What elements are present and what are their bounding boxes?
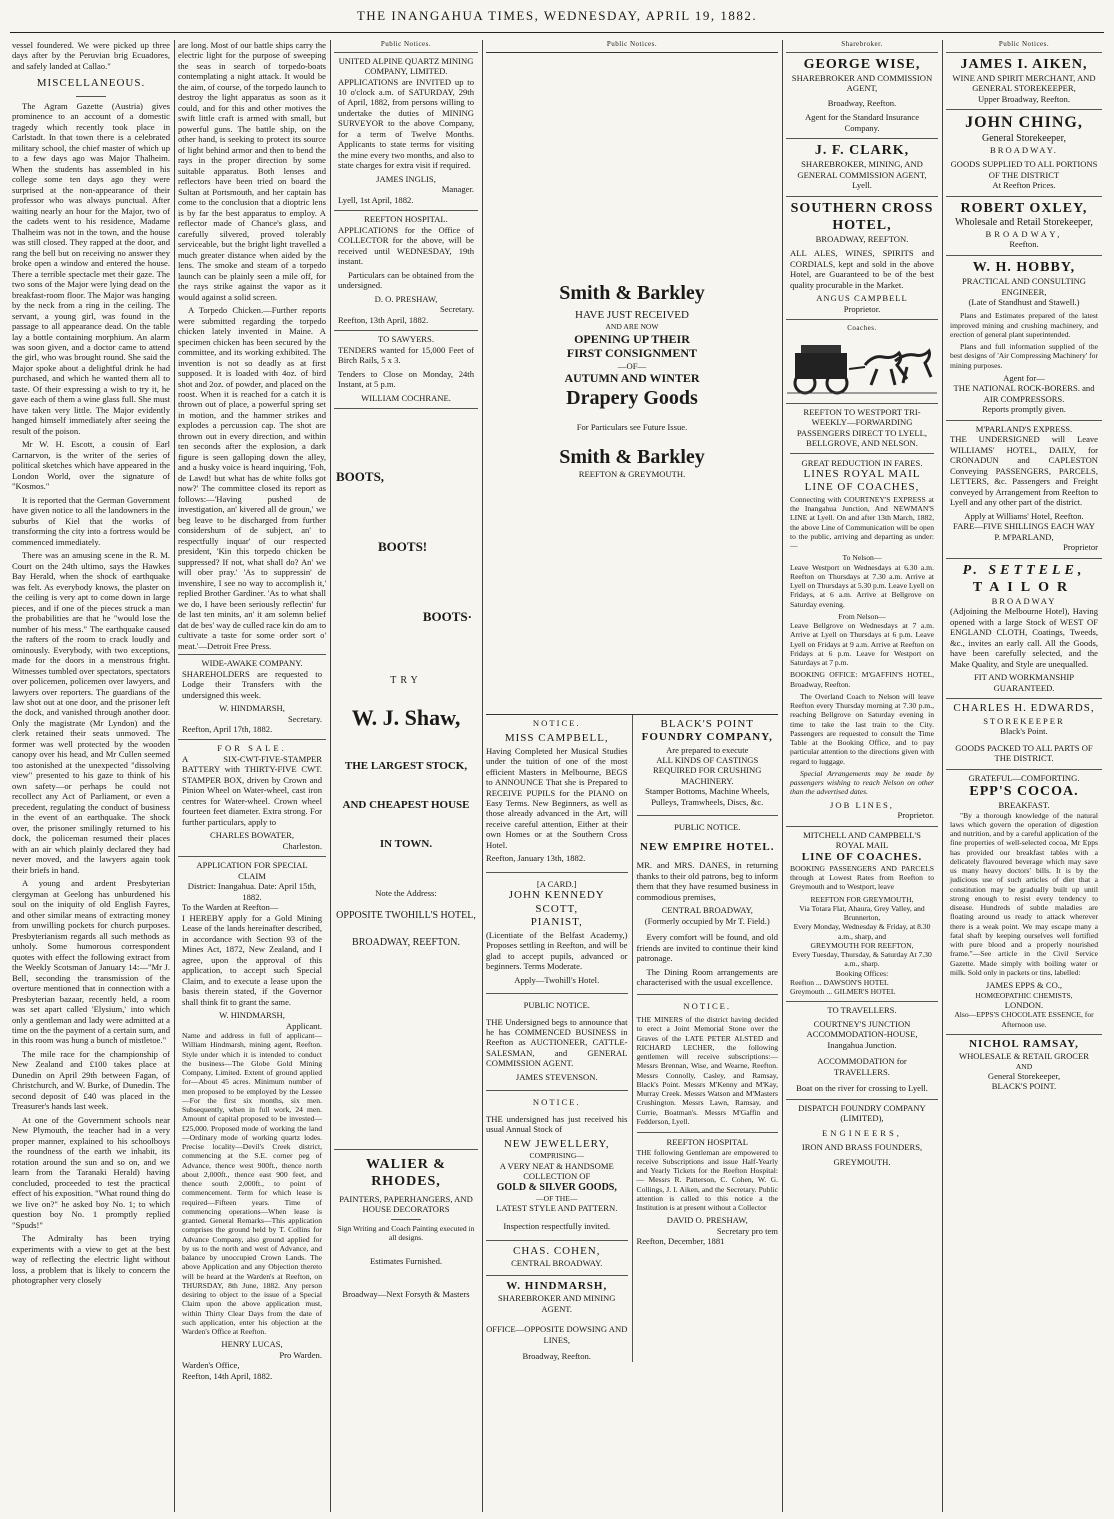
column-1	[12, 40, 170, 1512]
clark-ad: J. F. CLARK, SHAREBROKER, MINING, AND GENERAL COMMISSION AGENT, Lyell.	[786, 139, 938, 197]
notices-right: BLACK'S POINT FOUNDRY COMPANY, Are prepared to execute ALL KINDS OF CASTINGS REQUIRED FOR CRUSHING MACHINERY. Stamper Bottoms, Machine Wheels, Pulleys, Tramwheels, Discs, &c. PUBLIC NOTICE. NEW EMPIRE HOTEL. MR. and MRS. DANES, in returning thanks to their old patrons, beg to inform them that they have resumed business in commodious premises, CENTRAL BROADWAY, (Formerly occupied by Mr T. Field.) Every comfort will be found, and old friends are invited to continue their kind patronage. The Dining Room arrangements are characterised with the usual excellence. NOTICE. THE MINERS of the district having decided to erect a Joint Memorial Stone over the Graves of the LATE PETER ALSTED and RICHARD LECHER, the following gentlemen will receive subscriptions:— Messrs Brennan, Wise, and Wearne, Reefton. Messrs Connolly, Casley, and Ramsay, Black's Point. Messrs M'Kenny and M'Kay, Murray Creek. Messrs Watson and M'Masters Crushington. Messrs Lawn, Ramsay, and Currie, Boatman's. Messrs M'Gaffin and Fedderson, Lyell. REEFTON HOSPITAL THE following Gentleman are empowered to receive Subscriptions and issue Half-Yearly and Yearly Tickets for the Reefton Hospital:— Messrs R. Patterson, C. Cohen, W. G. Collings, J. I. Aiken, and the Secretary. Public attention is called to this notice a the Institution is at present without a Collector DAVID O. PRESHAW, Secretary pro tem Reefton, December, 1881	[636, 717, 778, 1247]
column-rule	[174, 40, 175, 1512]
column-2	[178, 40, 326, 1512]
hospital-notice: REEFTON HOSPITAL. APPLICATIONS for the Office of COLLECTOR for the above, will be received until WEDNESDAY, 19th instant. Particulars can be obtained from the undersigned. D. O. PRESHAW, Secretary. Reefton, 13th April, 1882.	[334, 211, 478, 331]
special-claim-notice: APPLICATION FOR SPECIAL CLAIM District: Inangahua. Date: April 15th, 1882. To the Warden at Reefton— I HEREBY apply for a Gold Mining Lease of the lands hereinafter described, in accordance with Section 93 of the Mines Act, 1872, New Zealand, and I agree, upon the approval of this application, to accept such Special Claim, and to execute a lease upon the basis therein stated, if the Governor shall think fit to grant the same. W. HINDMARSH, Applicant. Name and address in full of applicant—William Hindmarsh, mining agent, Reefton. Style under which it is intended to conduct the business—The Globe Gold Mining Company, Limited. Extent of ground applied for—About 45 acres. Minimum number of men proposed to be employed by the Lessee—For the first six months, six men. Subsequently, when in full work, 24 men. Amount of capital proposed to be invested—£25,000. Proposed mode of working the land—Ordinary mode of working quartz lodes. Precise locality—Devil's Creek district, commencing at the S.E. corner peg of Advance, thence west 900ft., thence north about 2,000ft., thence east 900 feet, and thence south 2,000ft., to point of commencement. Term for which lease is required—Fifteen years. Time of commencing operations—When lease is granted. General Remarks—This application comprises the ground held by T. Collins for Advance Company, also ground applied for by us to the north and west of Advance, and balance by unoccupied Crown Lands. The above Application and any Objection thereto will be heard at the Warden's at Reefton, on THURSDAY, 8th June, 1882. Any person desiring to object to the issue of a Special Claim upon the above application must, within Thirty Clear Days from the date of such application, enter his objection at the Warden's Office at Reefton. HENRY LUCAS, Pro Warden. Warden's Office, Reefton, 14th April, 1882.	[182, 860, 322, 1381]
masthead-rule	[10, 32, 1104, 33]
column-4	[486, 40, 778, 1512]
united-alpine-notice: UNITED ALPINE QUARTZ MINING COMPANY, LIMITED. APPLICATIONS are INVITED up to 10 o'clock a.m. of SATURDAY, 29th of April, 1882, from persons willing to undertake the duties of MINING SURVEYOR to the above Company, for a term of Twelve Months. Applicants to state terms for visiting the mine every two months, and also to state charges for extra visit if required. JAMES INGLIS, Manager. Lyell, 1st April, 1882.	[334, 52, 478, 212]
nichol-ramsay-ad: NICHOL RAMSAY, WHOLESALE & RETAIL GROCER AND General Storekeeper, BLACK'S POINT.	[958, 1037, 1090, 1092]
paragraph: It is reported that the German Government have given notice to all the landowners in the suburbs of Kiel that the works of transforming the city into a fortress would be commenced immediately.	[12, 494, 170, 547]
shaw-advertisement: BOOTS, BOOTS! BOOTS· TRY W. J. Shaw, THE LARGEST STOCK, AND CHEAPEST HOUSE IN TOWN. Note the Address: OPPOSITE TWOHILL'S HOTEL, BROADWAY, REEFTON.	[336, 469, 476, 948]
column-header: Public Notices.	[998, 40, 1050, 48]
column-3	[334, 40, 478, 1512]
miscellaneous-heading: MISCELLANEOUS.	[36, 77, 146, 90]
paragraph: There was an amusing scene in the R. M. Court on the 24th ultimo, says the Hawkes Bay Herald, when the shock of earthquake was felt. As everybody knows, the plaster on the ceiling is very apt to come down in large pieces, and if one of the pieces struck a man the probabilities are that he "would lose the number of his mess." The earthquake caused the rafters of the room to crack loudly and ominously. Everybody, with two exceptions, made for the doors in a menstrous fright. Witnesses tumbled over spectators, spectators over policemen, policemen over lawyers, and lawyers over reporters. The guardians of the law shot out at one door, and the prisoner left the dock, and vanished through another door. Only the magistrate (Mr Lyndon) and the clerk retained their seats unmoved. The former was well protected by the wooden canopy over his head, and Mr Cullen seemed too astonished at the unexpected "dissolving view" presented to his gaze to think of his own safety—or perhaps he could not recollect any Act of Parliament, or even a precedent, regulating the conduct of business in the event of an earthquake. The shock over, the prisoner smilingly returned to his dock, the policeman resumed their places with an air which plainly declared they had never moved, and the lawyers again took their briefs in hand.	[12, 550, 170, 875]
epps-cocoa-ad: GRATEFUL—COMFORTING. EPP'S COCOA. BREAKFAST. "By a thorough knowledge of the natural laws which govern the operation of digestion and nutrition, and by a careful application of the fine properties of well-selected cocoa, Mr Epps has provided our breakfast tables with a delicately flavoured beverage which may save us many heavy doctors' bills. It is by the judicious use of such articles of diet that a constitution may be gradually built up until strong enough to resist every tendency to disease. Hundreds of subtle maladies are floating around us ready to attack wherever there is a weak point. We may escape many a fatal shaft by keeping ourselves well fortified with pure blood and a properly nourished frame."—See article in the Civil Service Gazette. Made simply with boiling water or milk. Sold only in packets or tins, labelled: JAMES EPPS & CO., HOMŒOPATHIC CHEMISTS, LONDON. Also—EPPS'S CHOCOLATE ESSENCE, for Afternoon use.	[946, 770, 1102, 1035]
paragraph: A Torpedo Chicken.—Further reports were submitted regarding the torpedo chicken lately invented in Maine. A specimen chicken has been secured by the committee, and its working exhibited. The invention is not so deadly as at first supposed. It is loaded with 4oz. of bird shot and 2oz. of powder, and placed on the roost. When it is reached for a catch it is thrown out of place, a powerful spring set in motion, and the hammer strikes and explodes a percussion cap. The shot are thrown out in every direction, and within ten seconds after the explosion, a dark figure is seen galloping down the alley, and a husky voice is heard inquiring, 'Foh, de Lawd! but what has de white folks got now?' The committee closed its report as follows:—'Having pushed de investigation, an' kivered all de groun,' we beg leave to be discharged from further considershum of de subject, an' to respectfully inquar' of our respected president, 'Kin this torpedo chicken be suppressed? If not, what shall do? An' we will ober pray.' 'As to suppressin' de invenshire, I see no way to accomplish it,' replied Brother Gardiner. 'As to what shall we do, I have been seriously reflectin' fur de last ten minits, an' it am solemn belief dat de bes' way de culled race kin do am to cultivate a taste for some order sort o' meat.'—Detroit Free Press.	[178, 305, 326, 651]
courtney-ad: COURTNEY'S JUNCTION ACCOMMODATION-HOUSE, Inangahua Junction. ACCOMMODATION for TRAVELLERS. Boat on the river for crossing to Lyell.	[786, 1016, 938, 1100]
paragraph: are long. Most of our battle ships carry the electric light for the purpose of sweeping the seas in search of torpedo-boats contemplating a night attack. It would be the aim, of course, of the torpedo launch to destroy the light apparatus as soon as it could, and for this and other motives the swift little craft is armed with small, but powerful guns. The battle ship, on the other hand, is seeking to protect its source of light behind armor and then to bend the rays in the proper direction by some suitable apparatus. Both lenses and reflectors have been tried on board the Sultan at Portsmouth, and her captain has come to the conclusion that a dioptric lens is by far the best apparatus to employ. A reflector made of Chance's glass, and carefully silvered, proved tolerably serviceable, but the bright light travelled a much greater distance when aided by the lens. The smoke and steam of a torpedo launch can be plainly seen a mile off, for the rays strike against the vapor as it would against a solid screen.	[178, 40, 326, 302]
notices-left: NOTICE. MISS CAMPBELL, Having Completed her Musical Studies under the tuition of one of the most efficient Masters in Melbourne, BEGS to ANNOUNCE That she is Prepared to RECEIVE PUPILS for the PIANO on Easy Terms. New Beginners, as well as those already advanced in the Art, will receive careful attention, Either at their own Homes or at the Southern Cross Hotel. Reefton, January 13th, 1882. [A CARD.] JOHN KENNEDY SCOTT, PIANIST, (Licentiate of the Belfast Academy,) Proposes settling in Reefton, and will be glad to accept pupils, advanced or beginners. Terms Moderate. Apply—Twohill's Hotel. PUBLIC NOTICE. THE Undersigned begs to announce that he has COMMENCED BUSINESS in Reefton as AUCTIONEER, CATTLE-SALESMAN, and GENERAL COMMISSION AGENT. JAMES STEVENSON. NOTICE. THE undersigned has just received his usual Annual Stock of NEW JEWELLERY, COMPRISING— A VERY NEAT & HANDSOME COLLECTION OF GOLD & SILVER GOODS, —OF THE— LATEST STYLE AND PATTERN. Inspection respectfully invited. CHAS. COHEN, CENTRAL BROADWAY. W. HINDMARSH, SHAREBROKER AND MINING AGENT. OFFICE—OPPOSITE DOWSING AND LINES, Broadway, Reefton.	[486, 715, 633, 1362]
column-rule	[482, 40, 483, 1512]
walier-rhodes-ad: WALIER & RHODES, PAINTERS, PAPERHANGERS, AND HOUSE DECORATORS Sign Writing and Coach Painting executed in all designs. Estimates Furnished. Broadway—Next Forsyth & Masters	[334, 1149, 478, 1300]
column-rule	[942, 40, 943, 1512]
paragraph: The mile race for the championship of New Zealand and £100 takes place at Dunedin on April 29th between Fagan, of Christchurch, and W. Burke, of Dunedin. The second deposit of £40 was placed in the Treasurer's hands last week.	[12, 1048, 170, 1112]
coach-illustration-icon	[787, 339, 937, 397]
column-5	[786, 40, 938, 1512]
parland-express-ad: M'PARLAND'S EXPRESS. THE UNDERSIGNED will Leave WILLIAMS' HOTEL, DAILY, for CRONADUN and CAPLESTON Conveying PASSENGERS, PARCELS, LETTERS, &c. Passengers and Freight conveyed by Arrangement from Reefton to Lyell and any other part of the district. Apply at Williams' Hotel, Reefton. FARE—FIVE SHILLINGS EACH WAY P. M'PARLAND, Proprietor	[946, 421, 1102, 559]
southern-cross-ad: SOUTHERN CROSS HOTEL, BROADWAY, REEFTON. ALL ALES, WINES, SPIRITS and CORDIALS, kept and sold in the above Hotel, are Guaranteed to be of the best quality procurable in the Market. ANGUS CAMPBELL Proprietor.	[786, 197, 938, 321]
column-header: Sharebroker.	[841, 40, 883, 48]
paragraph: At one of the Government schools near New Plymouth, the teacher had in a very proper manner, explained to his schoolboys the roundness of the earth we inhabit, its rotation around the sun and so on, and we learn from the Taranaki Herald) having concluded, proceeded to test the practical effect of his exposition. "What round thing do we live on?" he asked boy No. 1; to which question boy No. 1 promptly replied "Spuds!"	[12, 1114, 170, 1230]
for-sale-notice: FOR SALE. A SIX-CWT-FIVE-STAMPER BATTERY with THIRTY-FIVE CWT. STAMPER BOX, driven by Crown and Pinion Wheel on Water-wheel, cast iron centres for Water-wheel. Crown wheel fourteen feet diameter. Extra strong. For further particulars, apply to CHARLES BOWATER, Charleston.	[178, 740, 326, 857]
paragraph: Mr W. H. Escott, a cousin of Earl Carnarvon, is the writer of the series of political sketches which have appeared in the London World, over the signature of "Kosmos."	[12, 439, 170, 492]
column-6	[946, 40, 1102, 1512]
george-wise-ad: GEORGE WISE, SHAREBROKER AND COMMISSION AGENT, Broadway, Reefton. Agent for the Standard Insurance Company.	[786, 52, 938, 140]
column-rule	[330, 40, 331, 1512]
column-header: Public Notices.	[380, 40, 432, 48]
wide-awake-notice: WIDE-AWAKE COMPANY. SHAREHOLDERS are requested to Lodge their Transfers with the undersigned this week. W. HINDMARSH, Secretary. Reefton, April 17th, 1882.	[178, 654, 326, 740]
paragraph: A young and ardent Presbyterian clergyman at Geelong has unburdened his soul on the iniquity of old English Fayres, and other similar means of extracting money from unwilling pockets for church purposes. Presbyterianism regards all such methods as unholy. Some humorous correspondent quotes with effect the following extract from the Weekly Scotsman of January 14:—"Mr J. Bell, seconding the transmission of the overture mentioned that in connection with a Presbyterian bazaar, recently held, a room was set apart called 'Elysium,' into which only a gentleman and lady were admitted at a time on the the payment of a certain sum, and in this room was hung a bunch of mistletoe."	[12, 878, 170, 1046]
paragraph: The Admiralty has been trying experiments with a view to get at the best way of reflecting the electric light without loss, a problem that is likely to concern the photographer very closely	[12, 1233, 170, 1286]
masthead: THE INANGAHUA TIMES, WEDNESDAY, APRIL 19, 1882.	[356, 8, 758, 23]
paragraph: The Agram Gazette (Austria) gives prominence to an account of a domestic tragedy which recently took place in Carlstadt. In that town there is a celebrated military school, the chief master of which up to a few days ago was Major Thalheim. When the students has assembled in his college some ten days ago they were surprised at the non-appearance of their professor who was always punctual. After waiting nearly an hour for the Major, two of the cadets went to his residence, Madame Thalheim was not in the town, and the house was still closed. They rapped at the door, and rang the bell but on receiving no answer they broke open a window and entered the house. There a terrible spectacle met their gaze. The two sons of the Major were lying dead on the breakfast-room floor. The Major was hanging by the neck from a ring in the ceiling. The servant, a young girl, was found in the passage to all appearance dead. On the table lay a bottle containing morphium. An alarm was soon given, and a doctor came to attend the girl, who was brought round. She said the Major spoke about a delightful drink he had purchased, and which he wanted them all to taste. Of their expressing a wish to try it, he gave each of them a wine glass full. She must have taken very little. The Major evidently hanged himself immediately after seeing the result of the poison.	[12, 100, 170, 436]
smith-barkley-ad: Smith & Barkley HAVE JUST RECEIVED AND ARE NOW OPENING UP THEIR FIRST CONSIGNMENT —OF— AUTUMN AND WINTER Drapery Goods For Particulars see Future Issue. Smith & Barkley REEFTON & GREYMOUTH.	[559, 281, 705, 480]
column-rule	[782, 40, 783, 1512]
settele-tailor-ad: P. SETTELE, TAILOR BROADWAY (Adjoining the Melbourne Hotel), Having opened with a large Stock of WEST OF ENGLAND CLOTH, Coatings, Tweeds, &c., invites an early call. All the Goods, have been carefully selected, and the Make Quality, and Style are unequalled. FIT AND WORKMANSHIP GUARANTEED.	[946, 559, 1102, 700]
westport-coach-ad: REEFTON TO WESTPORT TRI-WEEKLY—FORWARDING PASSENGERS DIRECT TO LYELL, BELLGROVE, AND NELSON. GREAT REDUCTION IN FARES. LINES ROYAL MAIL LINE OF COACHES, Connecting with COURTNEY'S EXPRESS at the Inangahua Junction, And NEWMAN'S LINE at Lyell. On and after 13th March, 1882, the above Line of Communication will be open to the public, arriving and departing as under:— To Nelson— Leave Westport on Wednesdays at 6.30 a.m. Reefton on Thursdays at 7.30 a.m. Arrive at Lyell on Thursdays at 5.30 p.m. Leave Lyell on Fridays, at 6 a.m. Arrive at Bellgrove on Saturday evening. From Nelson— Leave Bellgrove on Wednesdays at 7 a.m. Arrive at Lyell on Thursdays at 6 p.m. Leave Lyell on Fridays at 9 a.m. Arrive at Reefton on Fridays at 6 p.m. Leave for Westport on Saturdays at 7 p.m. BOOKING OFFICE: M'GAFFIN'S HOTEL, Broadway, Reefton. The Overland Coach to Nelson will leave Reefton every Thursday morning at 7.30 p.m., reaching Bellgrove on Saturday evening in time to take the last train to the City. Passengers are requested to consult the Time Table at the Booking Office, and to pay particular attention to the directions given with regard to luggage. Special Arrangements may be made by passengers wishing to reach Nelson on other than the advertised dates. JOB LINES, Proprietor.	[786, 403, 938, 827]
lower-notices	[486, 714, 778, 1362]
column-header: Public Notices.	[606, 40, 658, 48]
hobby-engineer-ad: W. H. HOBBY, PRACTICAL AND CONSULTING ENGINEER, (Late of Standhust and Stawell.) Plans and Estimates prepared of the latest improved mining and crushing machinery, and erection of general plant superintended. Plans and full information supplied of the best designs of 'Air Compressing Machinery' for mining purposes. Agent for— THE NATIONAL ROCK-BORERS. and AIR COMPRESSORS. Reports promptly given.	[946, 256, 1102, 421]
divider	[76, 96, 106, 97]
dispatch-foundry-ad: DISPATCH FOUNDRY COMPANY (LIMITED), ENGINEERS, IRON AND BRASS FOUNDERS, GREYMOUTH.	[798, 1102, 926, 1167]
mitchell-campbell-ad: MITCHELL AND CAMPBELL'S ROYAL MAIL LINE OF COACHES. BOOKING PASSENGERS AND PARCELS through at Lowest Rates from Reefton to Greymouth and to Westport, leave REEFTON FOR GREYMOUTH, Via Totara Flat, Ahaura, Grey Valley, and Brunnerton, Every Monday, Wednesday & Friday, at 8.30 a.m., sharp, and GREYMOUTH FOR REEFTON, Every Tuesday, Thursday, & Saturday At 7.30 a.m., sharp. Booking Offices: Reefton ... DAWSON'S HOTEL Greymouth ... GILMER'S HOTEL	[786, 827, 938, 1003]
travellers-heading: TO TRAVELLERS.	[827, 1005, 897, 1016]
robert-oxley-ad: ROBERT OXLEY, Wholesale and Retail Storekeeper, BROADWAY, Reefton.	[946, 197, 1102, 256]
coaches-heading: Coaches.	[847, 324, 877, 333]
aiken-ad: JAMES I. AIKEN, WINE AND SPIRIT MERCHANT, AND GENERAL STOREKEEPER, Upper Broadway, Reefton.	[946, 52, 1102, 111]
article-ending: vessel foundered. We were picked up three days after by the Peruvian brig Ecuadores, and safely landed at Callao."	[12, 40, 170, 71]
john-ching-ad: JOHN CHING, General Storekeeper, BROADWAY. GOODS SUPPLIED TO ALL PORTIONS OF THE DISTRICT At Reefton Prices.	[946, 110, 1102, 197]
sawyers-notice: TO SAWYERS. TENDERS wanted for 15,000 Feet of Birch Rails, 5 x 3. Tenders to Close on Monday, 24th Instant, at 5 p.m. WILLIAM COCHRANE.	[334, 331, 478, 409]
edwards-storekeeper-ad: CHARLES H. EDWARDS, STOREKEEPER Black's Point. GOODS PACKED TO ALL PARTS OF THE DISTRICT.	[946, 699, 1102, 769]
